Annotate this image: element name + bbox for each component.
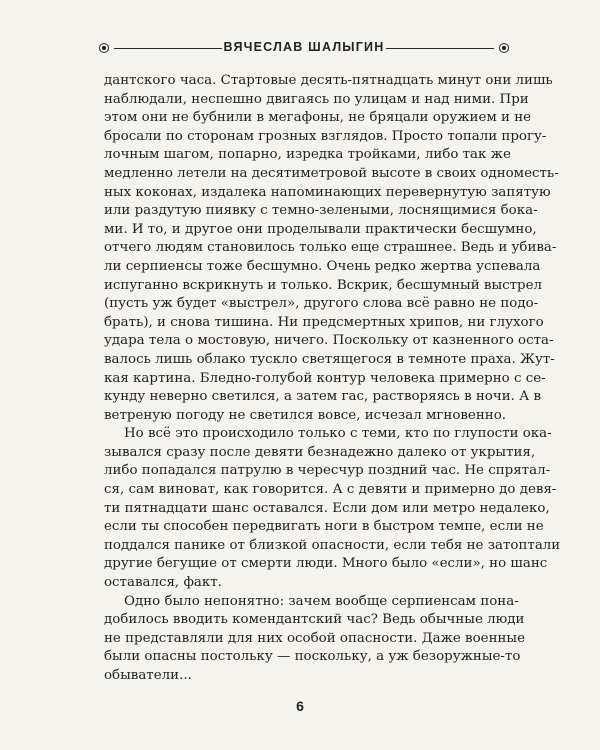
running-header (98, 38, 510, 58)
text-line: дантского часа. Стартовые десять-пятнадцать минут они лишь (104, 73, 553, 88)
text-line: ли серпиенсы тоже бесшумно. Очень редко жертва успевала (104, 258, 541, 274)
text-line: отчего людям становилось только еще страшнее. Ведь и убива- (104, 240, 557, 256)
header-rule-right (386, 48, 494, 49)
text-line: испуганно вскрикнуть и только. Вскрик, бесшумный выстрел (104, 277, 543, 293)
text-line: или раздутую пиявку с темно-зелеными, лоснящимися бока- (104, 203, 538, 219)
ornament-right-icon (498, 42, 510, 54)
text-line: были опасны постольку — поскольку, а уж безоружные-то (104, 649, 521, 665)
text-line: другие бегущие от смерти люди. Много было «если», но шанс (104, 556, 548, 572)
text-line: (пусть уж будет «выстрел», другого слова всё равно не подо- (104, 296, 539, 312)
text-line: зывался сразу после девяти безнадежно далеко от укрытия, (104, 444, 536, 460)
text-line: обыватели... (104, 668, 192, 683)
page-number: 6 (296, 698, 304, 714)
paragraph (104, 425, 561, 592)
text-line: если ты способен передвигать ноги в быстром темпе, если не (104, 519, 544, 535)
text-line: ти пятнадцати шанс оставался. Если дом или метро недалеко, (104, 500, 550, 516)
text-line: бросали по сторонам грозных взглядов. Просто топали прогу- (104, 128, 547, 144)
text-line: наблюдали, неспешно двигаясь по улицам и над ними. При (104, 91, 529, 107)
text-line: брать), и снова тишина. Ни предсмертных хрипов, ни глухого (104, 314, 544, 330)
paragraph (104, 593, 526, 686)
text-line: не представляли для них особой опасности. Даже военные (104, 630, 526, 646)
text-line: ветреную погоду не светился вовсе, исчезал мгновенно. (104, 407, 507, 423)
text-line: кунду неверно светился, а затем гас, растворяясь в ночи. А в (104, 389, 542, 405)
text-line: добилось вводить комендантский час? Ведь обычные люди (104, 612, 525, 628)
text-line: либо попадался патрулю в чересчур поздний час. Не спрятал- (104, 463, 551, 479)
text-line: Одно было непонятно: зачем вообще серпиенсам пона- (124, 593, 519, 609)
text-line: валось лишь облако тускло светящегося в темноте праха. Жут- (104, 351, 555, 367)
text-line: оставался, факт. (104, 575, 222, 591)
text-line: удара тела о мостовую, ничего. Поскольку от казненного оста- (104, 333, 554, 349)
text-line: кая картина. Бледно-голубой контур человека примерно с се- (104, 370, 546, 386)
text-line: поддался панике от близкой опасности, если тебя не затоптали (104, 537, 561, 553)
text-line: этом они не бубнили в мегафоны, не бряцали оружием и не (104, 110, 532, 126)
text-line: ных коконах, издалека напоминающих перевернутую запятую (104, 184, 551, 200)
text-line: лочным шагом, попарно, изредка тройками, либо так же (104, 147, 511, 163)
paragraph (104, 72, 559, 425)
text-line: ми. И то, и другое они проделывали практически бесшумно, (104, 221, 537, 237)
text-line: ся, сам виноват, как говорится. А с девяти и примерно до девя- (104, 482, 557, 498)
running-title: ВЯЧЕСЛАВ ШАЛЫГИН (223, 40, 385, 54)
body-text (104, 72, 561, 686)
text-line: медленно летели на десятиметровой высоте в своих одноместь- (104, 165, 559, 181)
text-line: Но всё это происходило только с теми, кто по глупости ока- (124, 426, 552, 442)
